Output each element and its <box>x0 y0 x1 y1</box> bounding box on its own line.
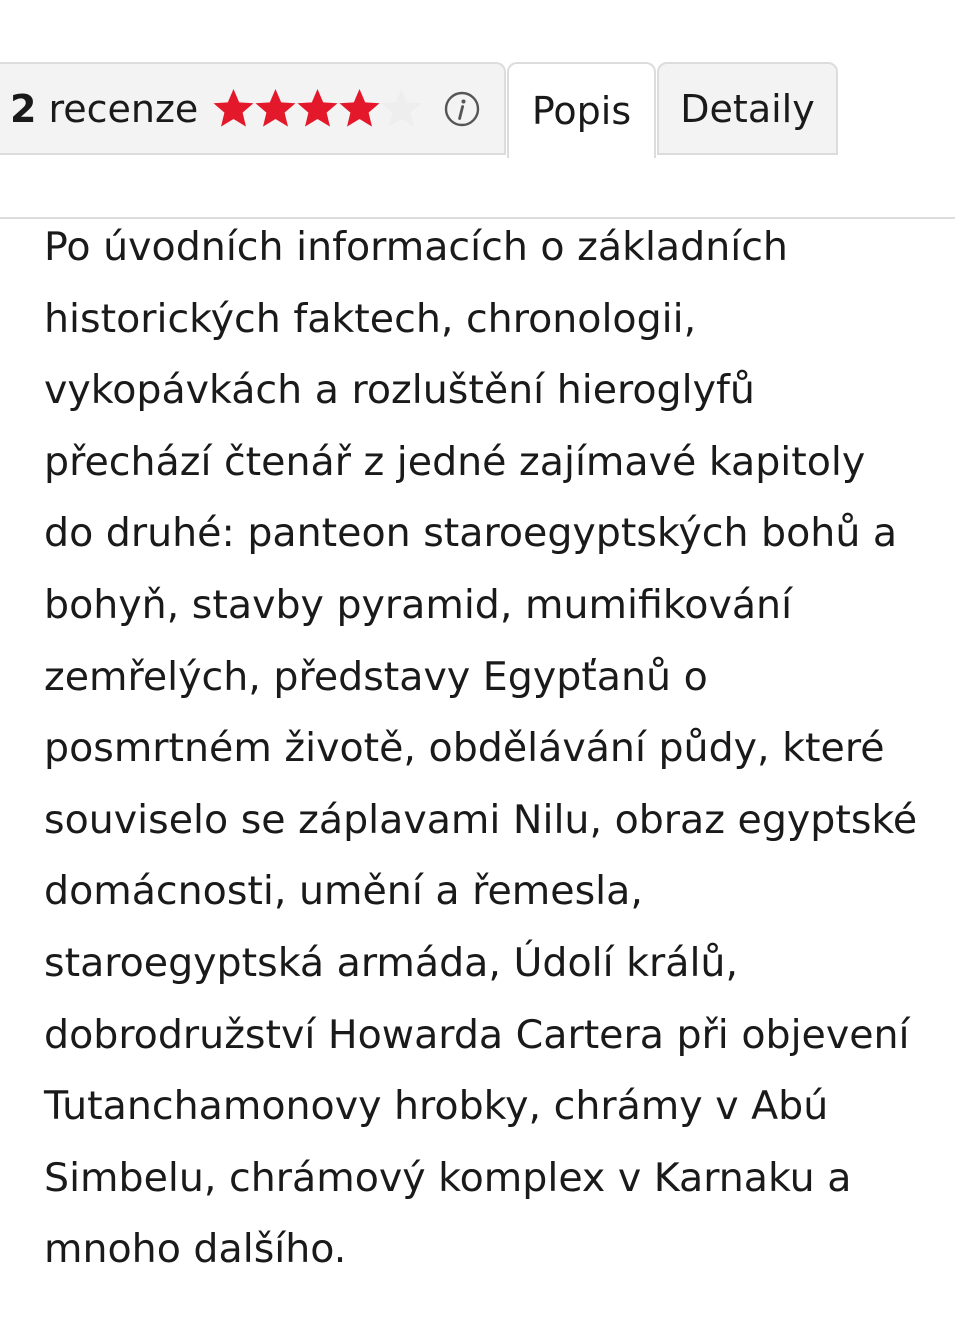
tab-detaily[interactable] <box>657 62 838 155</box>
tab-bar <box>0 62 955 158</box>
tab-detaily-label: Detaily <box>680 86 815 131</box>
star-filled-icon <box>212 87 255 130</box>
star-filled-icon <box>296 87 339 130</box>
star-filled-icon <box>254 87 297 130</box>
info-circle-icon[interactable] <box>444 91 480 127</box>
reviews-label: recenze <box>48 86 199 131</box>
tab-popis[interactable] <box>507 62 656 158</box>
star-empty-icon <box>380 87 423 130</box>
reviews-count: 2 <box>10 86 37 131</box>
tab-reviews[interactable] <box>0 62 506 155</box>
star-rating <box>212 87 422 130</box>
star-filled-icon <box>338 87 381 130</box>
product-description: Po úvodních informacích o základních historických faktech, chronologii, vykopávkách a rozluštění hieroglyfů přechází čtenář z jedné zajímavé kapitoly do druhé: panteon staroegyptských bohů a bohyň, stavby pyramid, mumifikování zemřelých, představy Egypťanů o posmrtném životě, obdělávání půdy, které souviselo se záplavami Nilu, obraz egyptské domácnosti, umění a řemesla, staroegyptská armáda, Údolí králů, dobrodružství Howarda Cartera při objevení Tutanchamonovy hrobky, chrámy v Abú Simbelu, chrámový komplex v Karnaku a mnoho dalšího. <box>44 224 918 1273</box>
tab-popis-label: Popis <box>531 89 632 133</box>
